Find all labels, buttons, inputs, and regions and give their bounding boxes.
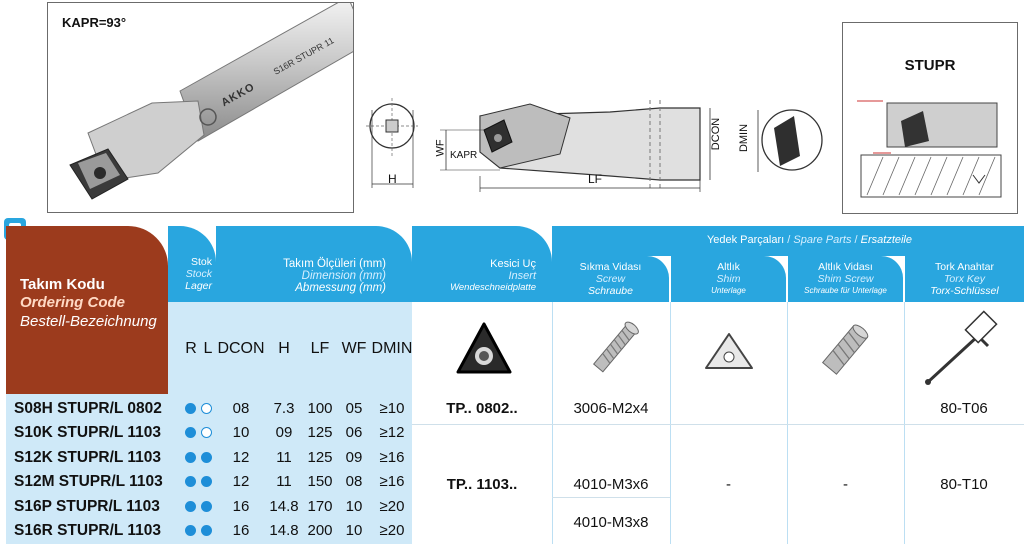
screw-1103: 4010-M3x6 — [573, 476, 649, 493]
stock-r-indicator — [185, 452, 196, 463]
key-en: Torx Key — [943, 273, 986, 285]
dmin-cell: ≥12 — [379, 424, 405, 441]
key-tr: Tork Anahtar — [935, 261, 994, 273]
ordering-code-cell: S12K STUPR/L 1103 — [14, 449, 162, 466]
dim-tr: Takım Ölçüleri (mm) — [283, 258, 386, 270]
col-dcon: DCON — [217, 340, 265, 357]
divider — [787, 302, 788, 544]
ordering-tr: Takım Kodu — [20, 276, 105, 293]
lf-label: LF — [588, 172, 603, 186]
dcon-cell: 12 — [232, 473, 250, 490]
stock-r-indicator — [185, 427, 196, 438]
dcon-cell: 16 — [232, 522, 250, 539]
spare-en: Spare Parts — [793, 234, 852, 246]
dcon-cell: 08 — [232, 400, 250, 417]
dcon-cell: 12 — [232, 449, 250, 466]
ordering-code-header — [6, 226, 168, 394]
screw-icon — [590, 316, 640, 380]
col-lf: LF — [310, 340, 330, 357]
dmin-cell: ≥16 — [379, 473, 405, 490]
stock-r-indicator — [185, 501, 196, 512]
shim-screw-header — [788, 256, 903, 302]
dim-en: Dimension (mm) — [301, 270, 386, 282]
key-1103: 80-T10 — [940, 476, 988, 493]
col-dmin: DMIN — [371, 340, 413, 357]
screw-en: Screw — [595, 273, 626, 285]
torx-key-header — [905, 256, 1024, 302]
technical-drawing — [360, 80, 840, 210]
shim-screw-icon — [820, 318, 870, 382]
col-l: L — [203, 340, 213, 357]
insert-tr: Kesici Uç — [490, 258, 536, 270]
stock-r-indicator — [185, 403, 196, 414]
insert-0802: TP.. 0802.. — [446, 400, 518, 417]
stock-tr: Stok — [190, 256, 212, 268]
insert-1103: TP.. 1103.. — [446, 476, 518, 493]
ordering-en: Ordering Code — [20, 294, 126, 311]
shim-tr: Altlık — [717, 261, 740, 273]
ordering-code-cell: S12M STUPR/L 1103 — [14, 473, 163, 490]
h-cell: 11 — [276, 473, 292, 490]
h-label: H — [388, 172, 397, 186]
stock-header — [168, 226, 216, 302]
shim-en: Shim — [716, 273, 741, 285]
key-de: Torx-Schlüssel — [930, 285, 999, 297]
shimscrew-tr: Altlık Vidası — [818, 261, 873, 273]
brand-mark: AKKO — [219, 80, 258, 110]
dcon-cell: 16 — [232, 498, 250, 515]
stock-de: Lager — [185, 280, 212, 292]
shim-screw-value: - — [843, 476, 848, 493]
col-r: R — [185, 340, 197, 357]
screw-de: Schraube — [588, 285, 633, 297]
spare-sep-2: / — [851, 234, 861, 246]
h-cell: 7.3 — [273, 400, 295, 417]
dcon-label: DCON — [710, 117, 723, 151]
dmin-cell: ≥20 — [379, 498, 405, 515]
row-divider — [412, 424, 1024, 425]
h-cell: 09 — [275, 424, 293, 441]
stupr-operation-illustration — [843, 23, 1019, 215]
stock-r-indicator — [185, 525, 196, 536]
shim-header — [671, 256, 786, 302]
insert-icon — [452, 320, 516, 378]
insert-en: Insert — [508, 270, 536, 282]
ordering-code-cell: S16R STUPR/L 1103 — [14, 522, 162, 539]
divider — [552, 302, 553, 544]
dimension-header — [216, 226, 412, 302]
spare-parts-header — [552, 226, 1024, 256]
stupr-title: STUPR — [904, 57, 956, 74]
dimension-drawing — [360, 80, 840, 210]
shimscrew-en: Shim Screw — [817, 273, 874, 285]
dmin-label: DMIN — [738, 123, 751, 153]
wf-cell: 10 — [345, 498, 363, 515]
lf-cell: 125 — [307, 424, 333, 441]
ordering-code-cell: S16P STUPR/L 1103 — [14, 498, 160, 515]
product-photo — [47, 2, 354, 213]
dim-de: Abmessung (mm) — [295, 282, 386, 294]
stock-l-indicator — [201, 403, 212, 414]
lf-cell: 150 — [307, 473, 333, 490]
spare-de: Ersatzteile — [860, 234, 912, 246]
lf-cell: 125 — [307, 449, 333, 466]
kapr-dim-label: KAPR — [450, 150, 478, 161]
screw-header — [552, 256, 669, 302]
stupr-diagram — [842, 22, 1018, 214]
col-wf: WF — [341, 340, 367, 357]
stock-r-indicator — [185, 476, 196, 487]
h-cell: 11 — [276, 449, 292, 466]
stock-l-indicator — [201, 525, 212, 536]
dmin-cell: ≥20 — [379, 522, 405, 539]
screw-tr: Sıkma Vidası — [579, 261, 642, 273]
bar-marking: S16R STUPR 11 — [271, 35, 336, 77]
ordering-de: Bestell-Bezeichnung — [20, 313, 157, 330]
wf-cell: 05 — [345, 400, 363, 417]
shim-icon — [702, 330, 756, 374]
stock-en: Stock — [185, 268, 212, 280]
lf-cell: 100 — [307, 400, 333, 417]
torx-key-icon — [920, 306, 1000, 390]
screw-1103b: 4010-M3x8 — [573, 514, 649, 531]
stock-l-indicator — [201, 501, 212, 512]
key-0802: 80-T06 — [940, 400, 988, 417]
lf-cell: 170 — [307, 498, 333, 515]
stock-l-indicator — [201, 427, 212, 438]
wf-cell: 06 — [345, 424, 363, 441]
shim-value: - — [726, 476, 731, 493]
wf-cell: 10 — [345, 522, 363, 539]
stock-l-indicator — [201, 476, 212, 487]
shimscrew-de: Schraube für Unterlage — [804, 286, 887, 295]
shim-de: Unterlage — [711, 286, 746, 295]
dmin-cell: ≥10 — [379, 400, 405, 417]
divider — [904, 302, 905, 544]
stock-l-indicator — [201, 452, 212, 463]
screw-0802: 3006-M2x4 — [573, 400, 649, 417]
insert-header — [412, 226, 552, 302]
h-cell: 14.8 — [269, 498, 299, 515]
dcon-cell: 10 — [232, 424, 250, 441]
divider — [670, 302, 671, 544]
wf-label: WF — [434, 139, 447, 157]
spare-sep-1: / — [784, 234, 794, 246]
col-h: H — [278, 340, 290, 357]
insert-de: Wendeschneidplatte — [450, 282, 536, 293]
row-divider — [552, 497, 670, 498]
dmin-cell: ≥16 — [379, 449, 405, 466]
wf-cell: 09 — [345, 449, 363, 466]
ordering-code-cell: S08H STUPR/L 0802 — [14, 400, 162, 417]
wf-cell: 08 — [345, 473, 363, 490]
lf-cell: 200 — [307, 522, 333, 539]
spare-tr: Yedek Parçaları — [706, 234, 785, 246]
ordering-code-cell: S10K STUPR/L 1103 — [14, 424, 162, 441]
h-cell: 14.8 — [269, 522, 299, 539]
kapr-label: KAPR=93° — [62, 15, 127, 30]
boring-bar-illustration — [48, 3, 354, 213]
